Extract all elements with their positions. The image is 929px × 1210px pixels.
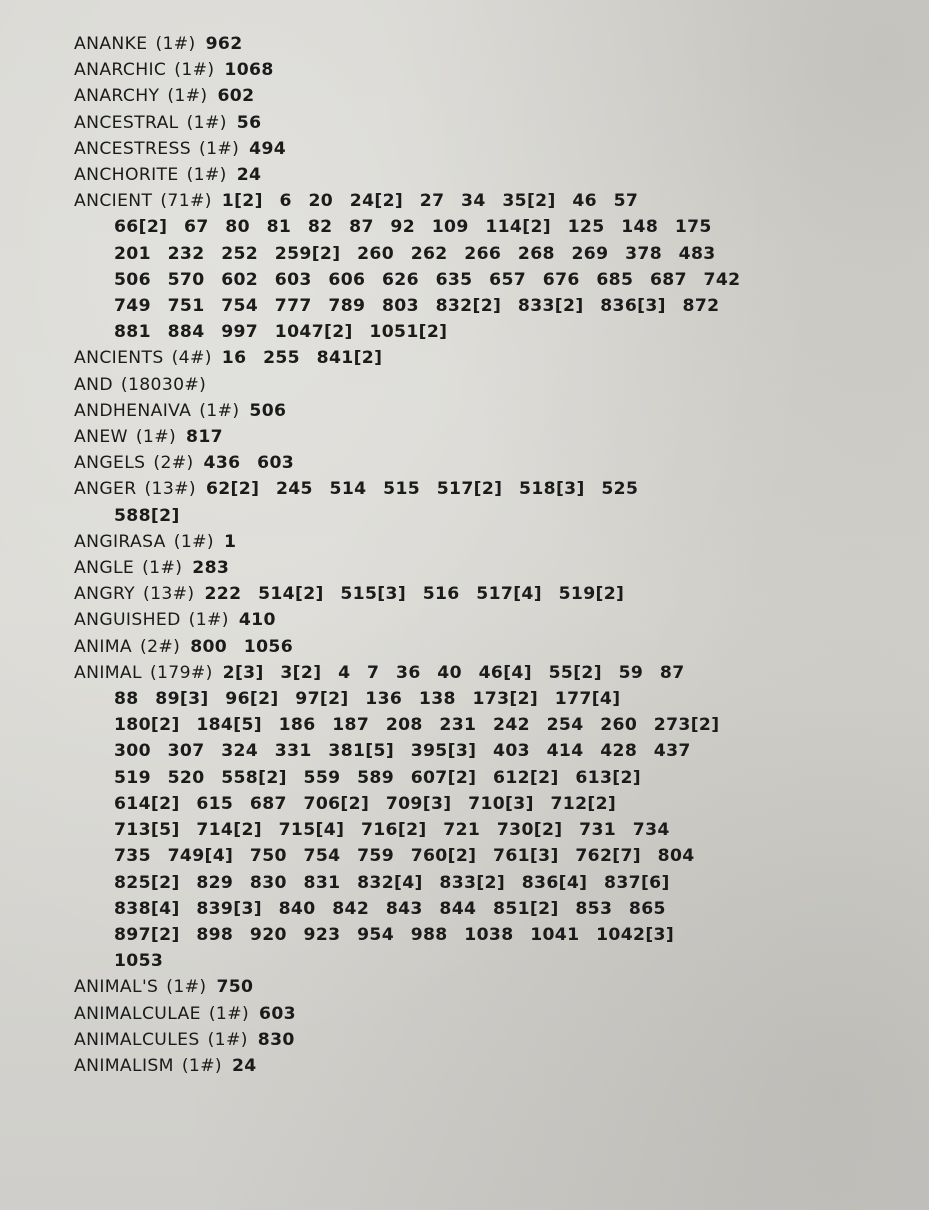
page-references: 1 (223, 531, 237, 552)
headword: ANGRY (74, 584, 136, 605)
occurrence-count: (13#) (144, 479, 196, 500)
entry-headline (74, 974, 834, 1000)
occurrence-count: (2#) (153, 453, 194, 474)
entry-continuation-line (74, 712, 834, 738)
page-references: 300 307 324 331 381[5] 395[3] 403 414 428 437 (114, 741, 691, 762)
entry-continuation-line (74, 738, 834, 764)
entry-headline (74, 57, 834, 83)
headword: ANEW (74, 427, 128, 448)
page-references: 962 (205, 34, 243, 54)
occurrence-count: (1#) (142, 558, 183, 579)
entry-continuation-line (74, 765, 834, 791)
page-references: 603 (259, 1003, 296, 1024)
page-references: 825[2] 829 830 831 832[4] 833[2] 836[4] 837[6] (114, 872, 670, 893)
headword: ANIMALCULES (74, 1029, 200, 1050)
page-references: 201 232 252 259[2] 260 262 266 268 269 378 483 (114, 243, 716, 264)
entry-continuation-line (74, 896, 834, 922)
occurrence-count: (1#) (155, 34, 196, 54)
concordance-entry (74, 162, 834, 188)
page-references: 24 (231, 1055, 257, 1076)
occurrence-count: (1#) (181, 1055, 222, 1076)
concordance-entry (74, 57, 834, 83)
entry-continuation-line (74, 922, 834, 948)
headword: ANDHENAIVA (74, 400, 192, 421)
headword: ANCESTRAL (74, 112, 179, 133)
occurrence-count: (1#) (167, 86, 208, 107)
occurrence-count: (1#) (188, 610, 229, 631)
entry-headline (74, 634, 834, 660)
headword: ANARCHIC (74, 60, 167, 81)
concordance-index-list (74, 31, 834, 1079)
concordance-entry (74, 1001, 834, 1027)
occurrence-count: (71#) (160, 191, 212, 212)
entry-headline (74, 372, 834, 398)
headword: ANGLE (74, 558, 135, 579)
occurrence-count: (1#) (173, 531, 214, 552)
headword: ANANKE (74, 34, 148, 54)
concordance-entry (74, 450, 834, 476)
concordance-entry (74, 345, 834, 371)
concordance-entry (74, 31, 834, 57)
entry-headline (74, 476, 834, 502)
occurrence-count: (13#) (143, 584, 195, 605)
entry-headline (74, 162, 834, 188)
concordance-entry (74, 581, 834, 607)
headword: ANIMAL'S (74, 977, 159, 998)
occurrence-count: (1#) (186, 165, 227, 186)
page-references: 506 570 602 603 606 626 635 657 676 685 687 742 (114, 269, 741, 290)
entry-headline (74, 398, 834, 424)
headword: ANCHORITE (74, 165, 179, 186)
concordance-entry (74, 424, 834, 450)
occurrence-count: (179#) (149, 662, 213, 683)
occurrence-count: (1#) (166, 977, 207, 998)
concordance-entry (74, 372, 834, 398)
page-references: 1[2] 6 20 24[2] 27 34 35[2] 46 57 (221, 191, 639, 212)
page-references: 16 255 841[2] (221, 348, 383, 369)
occurrence-count: (1#) (208, 1003, 250, 1024)
headword: ANGUISHED (74, 610, 181, 631)
headword: ANGER (74, 479, 137, 500)
entry-continuation-line (74, 817, 834, 843)
page-references: 897[2] 898 920 923 954 988 1038 1041 1042[3] (114, 924, 675, 945)
page-references: 749 751 754 777 789 803 832[2] 833[2] 836[3] 872 (114, 296, 720, 317)
page-references: 180[2] 184[5] 186 187 208 231 242 254 260 273[2] (114, 715, 720, 736)
page-references: 614[2] 615 687 706[2] 709[3] 710[3] 712[2] (114, 793, 617, 814)
entry-headline (74, 188, 834, 214)
occurrence-count: (1#) (186, 112, 227, 133)
occurrence-count: (1#) (207, 1029, 248, 1050)
entry-headline (74, 555, 834, 581)
entry-headline (74, 345, 834, 371)
entry-continuation-line (74, 843, 834, 869)
entry-continuation-line (74, 791, 834, 817)
concordance-entry (74, 398, 834, 424)
headword: ANGIRASA (74, 531, 166, 552)
headword: ANARCHY (74, 86, 160, 107)
occurrence-count: (1#) (135, 427, 177, 448)
headword: ANIMALCULAE (74, 1003, 201, 1024)
entry-headline (74, 1027, 834, 1053)
concordance-entry (74, 110, 834, 136)
concordance-entry (74, 476, 834, 528)
page-references: 410 (238, 610, 276, 631)
page-references: 838[4] 839[3] 840 842 843 844 851[2] 853 865 (114, 898, 666, 919)
headword: ANIMAL (74, 662, 142, 683)
headword: AND (74, 374, 113, 395)
occurrence-count: (1#) (199, 138, 240, 159)
concordance-entry (74, 974, 834, 1000)
concordance-entry (74, 136, 834, 162)
entry-headline (74, 1053, 834, 1079)
occurrence-count: (1#) (199, 400, 240, 421)
entry-headline (74, 424, 834, 450)
page-references: 750 (216, 977, 254, 998)
page-references: 588[2] (114, 505, 180, 526)
entry-headline (74, 607, 834, 633)
headword: ANIMA (74, 636, 133, 657)
page-references: 222 514[2] 515[3] 516 517[4] 519[2] (204, 584, 625, 605)
occurrence-count: (18030#) (120, 374, 207, 395)
page-references: 800 1056 (190, 636, 294, 657)
page-references: 88 89[3] 96[2] 97[2] 136 138 173[2] 177[4] (114, 689, 621, 710)
concordance-entry (74, 1027, 834, 1053)
page-references: 66[2] 67 80 81 82 87 92 109 114[2] 125 148 175 (114, 217, 712, 238)
concordance-entry (74, 634, 834, 660)
headword: ANGELS (74, 453, 146, 474)
entry-continuation-line (74, 293, 834, 319)
page-references: 494 (249, 138, 287, 159)
concordance-entry (74, 1053, 834, 1079)
concordance-entry (74, 660, 834, 974)
headword: ANIMALISM (74, 1055, 174, 1076)
page-references: 2[3] 3[2] 4 7 36 40 46[4] 55[2] 59 87 (222, 662, 685, 683)
entry-continuation-line (74, 267, 834, 293)
page-references: 62[2] 245 514 515 517[2] 518[3] 525 (205, 479, 639, 500)
occurrence-count: (2#) (140, 636, 181, 657)
page-references: 1068 (224, 60, 274, 81)
entry-headline (74, 1001, 834, 1027)
headword: ANCESTRESS (74, 138, 192, 159)
entry-headline (74, 31, 834, 57)
entry-headline (74, 450, 834, 476)
headword: ANCIENT (74, 191, 153, 212)
page-references: 881 884 997 1047[2] 1051[2] (114, 322, 448, 343)
entry-headline (74, 83, 834, 109)
concordance-entry (74, 188, 834, 345)
entry-continuation-line (74, 948, 834, 974)
entry-continuation-line (74, 319, 834, 345)
concordance-entry (74, 607, 834, 633)
page-references: 519 520 558[2] 559 589 607[2] 612[2] 613[2] (114, 767, 641, 788)
page-references: 283 (192, 558, 230, 579)
page-references: 56 (236, 112, 262, 133)
page-references: 24 (236, 165, 262, 186)
entry-continuation-line (74, 503, 834, 529)
entry-continuation-line (74, 241, 834, 267)
concordance-entry (74, 83, 834, 109)
entry-headline (74, 136, 834, 162)
page-references: 436 603 (203, 453, 295, 474)
entry-continuation-line (74, 686, 834, 712)
entry-continuation-line (74, 870, 834, 896)
page-references: 506 (249, 400, 287, 421)
entry-headline (74, 581, 834, 607)
entry-continuation-line (74, 214, 834, 240)
page-references: 735 749[4] 750 754 759 760[2] 761[3] 762[7] 804 (114, 846, 695, 867)
page-references: 1053 (114, 951, 164, 972)
headword: ANCIENTS (74, 348, 164, 369)
page-references: 817 (186, 427, 223, 448)
occurrence-count: (1#) (174, 60, 215, 81)
page-references: 602 (217, 86, 255, 107)
concordance-entry (74, 529, 834, 555)
entry-headline (74, 529, 834, 555)
concordance-entry (74, 555, 834, 581)
occurrence-count: (4#) (171, 348, 212, 369)
entry-headline (74, 660, 834, 686)
page-references: 830 (257, 1029, 295, 1050)
entry-headline (74, 110, 834, 136)
page-references: 713[5] 714[2] 715[4] 716[2] 721 730[2] 731 734 (114, 820, 670, 841)
